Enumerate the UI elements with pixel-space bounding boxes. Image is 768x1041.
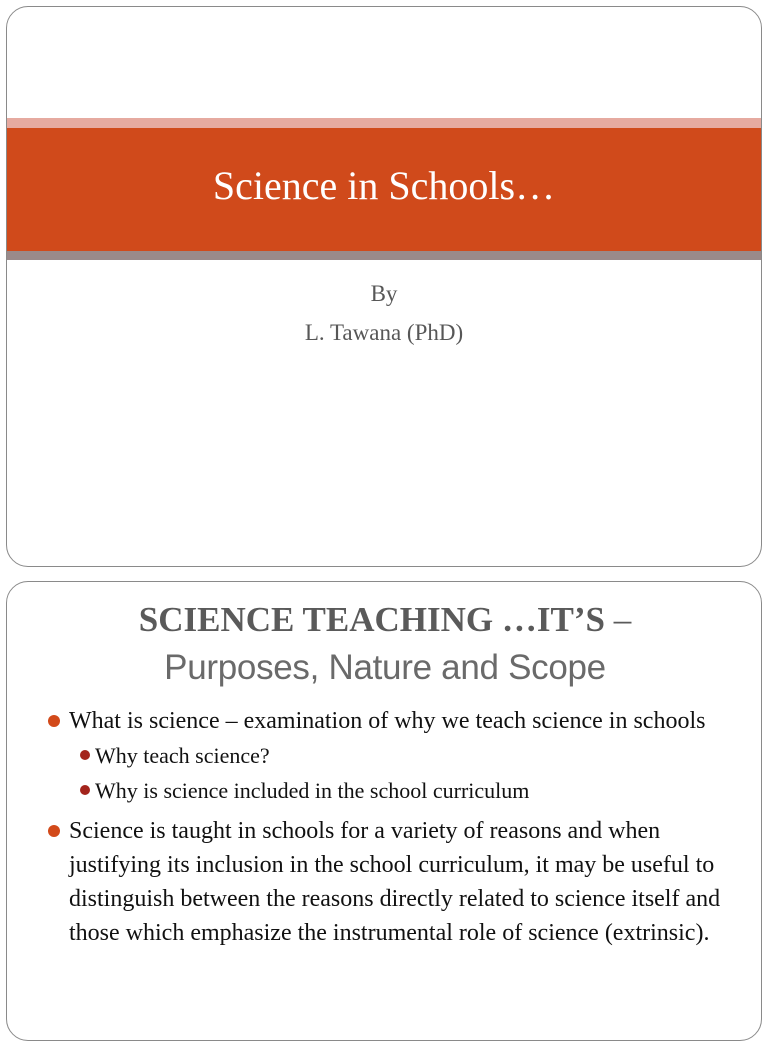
title-top-rule <box>7 118 761 128</box>
bullet-text: What is science – examination of why we teach science in schools <box>69 708 706 734</box>
sub-bullet-text: Why is science included in the school curriculum <box>95 778 530 803</box>
title-slide <box>6 6 762 567</box>
title-bottom-rule <box>7 251 761 260</box>
content-heading <box>7 600 762 640</box>
content-heading-dash: – <box>604 600 632 639</box>
subtitle-by: By <box>370 281 398 306</box>
bullet-dot-icon <box>48 825 60 837</box>
sub-bullet-dot-icon <box>80 785 90 795</box>
sub-bullet-dot-icon <box>80 750 90 760</box>
title-band <box>7 128 761 251</box>
bullet-text: Science is taught in schools for a variety of reasons and when justifying its inclusion in the school curriculum, it may be useful to distinguish between the reasons directly related to science itself and those which emphasize the instrumental role of science (extrinsic). <box>69 818 721 946</box>
sub-bullet-text: Why teach science? <box>95 743 270 768</box>
content-heading-bold: SCIENCE TEACHING …IT’S <box>138 600 605 639</box>
subtitle-author: L. Tawana (PhD) <box>304 320 464 345</box>
sub-bullet-item <box>7 738 761 773</box>
bullet-list <box>7 704 761 950</box>
bullet-dot-icon <box>48 715 60 727</box>
content-slide <box>6 581 762 1041</box>
content-subheading: Purposes, Nature and Scope <box>164 648 606 687</box>
slide-title: Science in Schools… <box>212 162 556 208</box>
sub-bullet-item <box>7 773 761 808</box>
bullet-item <box>7 814 761 950</box>
bullet-item <box>7 704 761 738</box>
